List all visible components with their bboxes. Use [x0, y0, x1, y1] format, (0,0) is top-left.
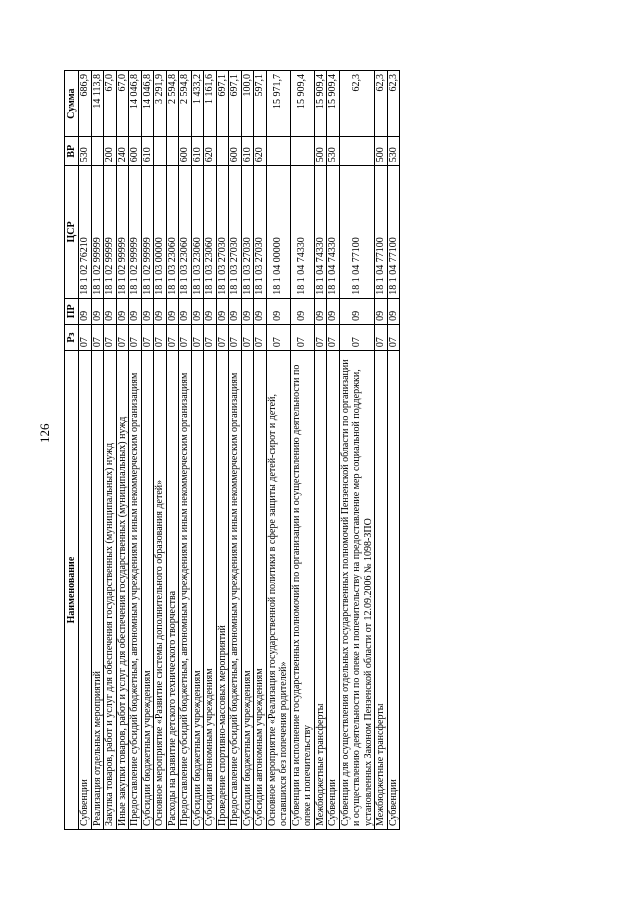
cell-sum: 15 971,7 — [266, 71, 290, 137]
cell-rz: 07 — [104, 324, 117, 350]
cell-csr: 18 1 04 74330 — [327, 166, 340, 298]
cell-pr: 09 — [266, 298, 290, 324]
cell-name: Предоставление субсидий бюджетным, автономным учреждениям и иным некоммерческим организациям — [179, 351, 192, 830]
cell-csr: 18 1 04 74330 — [314, 166, 327, 298]
cell-vr — [216, 137, 229, 166]
cell-rz: 07 — [79, 324, 92, 350]
table-row — [216, 71, 229, 830]
table-row — [129, 71, 142, 830]
table-row — [229, 71, 242, 830]
cell-name: Основное мероприятие «Развитие системы дополнительного образования детей» — [154, 351, 167, 830]
cell-name: Субвенции на исполнение государственных полномочий по организации и осуществлению деятельности по опеке и попечительству — [290, 351, 314, 830]
cell-pr: 09 — [154, 298, 167, 324]
cell-vr — [339, 137, 375, 166]
cell-rz: 07 — [204, 324, 217, 350]
cell-pr: 09 — [290, 298, 314, 324]
table-row — [116, 71, 129, 830]
cell-pr: 09 — [179, 298, 192, 324]
cell-name: Субвенции — [327, 351, 340, 830]
cell-sum: 1 433,2 — [191, 71, 204, 137]
cell-rz: 07 — [229, 324, 242, 350]
cell-name: Предоставление субсидий бюджетным, автономным учреждениям и иным некоммерческим организациям — [129, 351, 142, 830]
table-row — [290, 71, 314, 830]
cell-sum: 3 291,9 — [154, 71, 167, 137]
cell-rz: 07 — [314, 324, 327, 350]
cell-csr: 18 1 04 00000 — [266, 166, 290, 298]
cell-csr: 18 1 03 23060 — [166, 166, 179, 298]
cell-rz: 07 — [339, 324, 375, 350]
table-row — [154, 71, 167, 830]
cell-rz: 07 — [254, 324, 267, 350]
cell-sum: 62,3 — [339, 71, 375, 137]
cell-csr: 18 1 03 23060 — [179, 166, 192, 298]
table-row — [327, 71, 340, 830]
header-csr: ЦСР — [65, 166, 79, 298]
table-row — [141, 71, 154, 830]
cell-pr: 09 — [79, 298, 92, 324]
table-row — [314, 71, 327, 830]
cell-rz: 07 — [290, 324, 314, 350]
cell-name: Иные закупки товаров, работ и услуг для обеспечения государственных (муниципальных) нужд — [116, 351, 129, 830]
cell-csr: 18 1 03 27030 — [229, 166, 242, 298]
cell-name: Субсидии автономным учреждениям — [254, 351, 267, 830]
cell-sum: 2 594,8 — [166, 71, 179, 137]
cell-name: Субсидии автономным учреждениям — [204, 351, 217, 830]
cell-csr: 18 1 04 74330 — [290, 166, 314, 298]
cell-name: Основное мероприятие «Реализация государственной политики в сфере защиты детей-сирот и детей, оставшихся без попечения родителей» — [266, 351, 290, 830]
cell-pr: 09 — [387, 298, 400, 324]
cell-vr — [266, 137, 290, 166]
cell-rz: 07 — [387, 324, 400, 350]
cell-vr: 530 — [79, 137, 92, 166]
cell-vr: 620 — [254, 137, 267, 166]
cell-csr: 18 1 03 00000 — [154, 166, 167, 298]
cell-rz: 07 — [241, 324, 254, 350]
cell-csr: 18 1 02 76210 — [79, 166, 92, 298]
cell-pr: 09 — [339, 298, 375, 324]
cell-rz: 07 — [91, 324, 104, 350]
cell-rz: 07 — [191, 324, 204, 350]
cell-pr: 09 — [141, 298, 154, 324]
cell-rz: 07 — [216, 324, 229, 350]
cell-sum: 15 909,4 — [314, 71, 327, 137]
header-sum: Сумма — [65, 71, 79, 137]
cell-pr: 09 — [229, 298, 242, 324]
cell-csr: 18 1 04 77100 — [375, 166, 388, 298]
cell-name: Субсидии бюджетным учреждениям — [191, 351, 204, 830]
table-row — [339, 71, 375, 830]
cell-csr: 18 1 02 99999 — [91, 166, 104, 298]
table-row — [266, 71, 290, 830]
cell-csr: 18 1 02 99999 — [129, 166, 142, 298]
cell-sum: 15 909,4 — [327, 71, 340, 137]
cell-vr: 530 — [387, 137, 400, 166]
table-header-row — [65, 71, 79, 830]
table-row — [191, 71, 204, 830]
cell-csr: 18 1 02 99999 — [116, 166, 129, 298]
cell-sum: 67,0 — [104, 71, 117, 137]
cell-pr: 09 — [216, 298, 229, 324]
cell-name: Межбюджетные трансферты — [375, 351, 388, 830]
cell-name: Межбюджетные трансферты — [314, 351, 327, 830]
cell-sum: 62,3 — [387, 71, 400, 137]
cell-vr: 610 — [141, 137, 154, 166]
budget-table-container — [64, 70, 609, 830]
cell-csr: 18 1 03 27030 — [254, 166, 267, 298]
cell-name: Субвенции — [79, 351, 92, 830]
cell-vr — [166, 137, 179, 166]
cell-pr: 09 — [327, 298, 340, 324]
cell-name: Предоставление субсидий бюджетным, автономным учреждениям и иным некоммерческим организациям — [229, 351, 242, 830]
cell-pr: 09 — [104, 298, 117, 324]
table-body — [79, 71, 400, 830]
cell-sum: 2 594,8 — [179, 71, 192, 137]
table-row — [204, 71, 217, 830]
cell-vr: 600 — [229, 137, 242, 166]
header-vr: ВР — [65, 137, 79, 166]
cell-pr: 09 — [254, 298, 267, 324]
table-row — [254, 71, 267, 830]
cell-pr: 09 — [91, 298, 104, 324]
cell-vr: 500 — [375, 137, 388, 166]
cell-rz: 07 — [327, 324, 340, 350]
cell-vr — [154, 137, 167, 166]
cell-vr: 610 — [241, 137, 254, 166]
cell-sum: 62,3 — [375, 71, 388, 137]
header-rz: Рз — [65, 324, 79, 350]
cell-vr: 620 — [204, 137, 217, 166]
cell-vr: 610 — [191, 137, 204, 166]
cell-csr: 18 1 04 77100 — [387, 166, 400, 298]
cell-sum: 100,0 — [241, 71, 254, 137]
cell-csr: 18 1 03 23060 — [191, 166, 204, 298]
page-number: 126 — [37, 423, 52, 443]
cell-pr: 09 — [314, 298, 327, 324]
cell-vr — [290, 137, 314, 166]
cell-sum: 697,1 — [216, 71, 229, 137]
cell-sum: 14 046,8 — [129, 71, 142, 137]
cell-vr: 600 — [129, 137, 142, 166]
cell-csr: 18 1 02 99999 — [104, 166, 117, 298]
cell-pr: 09 — [166, 298, 179, 324]
cell-vr — [91, 137, 104, 166]
cell-name: Субвенции — [387, 351, 400, 830]
cell-rz: 07 — [375, 324, 388, 350]
cell-name: Субвенции для осуществления отдельных государственных полномочий Пензенской области по организации и осуществлению деятельности по опеке и попечительству на предоставление мер социальной поддержки, установленных Законом Пензенской области от 12.09.2006 № 1098-ЗПО — [339, 351, 375, 830]
cell-sum: 1 161,6 — [204, 71, 217, 137]
table-row — [166, 71, 179, 830]
table-row — [179, 71, 192, 830]
cell-sum: 686,9 — [79, 71, 92, 137]
cell-rz: 07 — [141, 324, 154, 350]
table-row — [375, 71, 388, 830]
cell-pr: 09 — [116, 298, 129, 324]
table-row — [387, 71, 400, 830]
cell-vr: 200 — [104, 137, 117, 166]
cell-csr: 18 1 03 27030 — [216, 166, 229, 298]
cell-name: Субсидии бюджетным учреждениям — [241, 351, 254, 830]
cell-sum: 697,1 — [229, 71, 242, 137]
table-row — [79, 71, 92, 830]
cell-name: Закупка товаров, работ и услуг для обеспечения государственных (муниципальных) нужд — [104, 351, 117, 830]
table-row — [241, 71, 254, 830]
cell-rz: 07 — [154, 324, 167, 350]
cell-vr: 600 — [179, 137, 192, 166]
cell-csr: 18 1 02 99999 — [141, 166, 154, 298]
cell-rz: 07 — [266, 324, 290, 350]
cell-rz: 07 — [129, 324, 142, 350]
cell-name: Реализация отдельных мероприятий — [91, 351, 104, 830]
cell-vr: 530 — [327, 137, 340, 166]
cell-pr: 09 — [375, 298, 388, 324]
cell-sum: 14 046,8 — [141, 71, 154, 137]
cell-rz: 07 — [179, 324, 192, 350]
cell-pr: 09 — [129, 298, 142, 324]
cell-pr: 09 — [191, 298, 204, 324]
cell-pr: 09 — [241, 298, 254, 324]
cell-pr: 09 — [204, 298, 217, 324]
cell-name: Субсидии бюджетным учреждениям — [141, 351, 154, 830]
cell-csr: 18 1 03 23060 — [204, 166, 217, 298]
table-row — [104, 71, 117, 830]
cell-csr: 18 1 04 77100 — [339, 166, 375, 298]
cell-sum: 15 909,4 — [290, 71, 314, 137]
cell-vr: 240 — [116, 137, 129, 166]
table-row — [91, 71, 104, 830]
cell-sum: 67,0 — [116, 71, 129, 137]
cell-rz: 07 — [166, 324, 179, 350]
cell-name: Расходы на развитие детского технического творчества — [166, 351, 179, 830]
cell-csr: 18 1 03 27030 — [241, 166, 254, 298]
cell-sum: 597,1 — [254, 71, 267, 137]
header-pr: ПР — [65, 298, 79, 324]
header-name: Наименование — [65, 351, 79, 830]
cell-vr: 500 — [314, 137, 327, 166]
cell-name: Проведение спортивно-массовых мероприятий — [216, 351, 229, 830]
cell-rz: 07 — [116, 324, 129, 350]
budget-table — [64, 70, 400, 830]
cell-sum: 14 113,8 — [91, 71, 104, 137]
